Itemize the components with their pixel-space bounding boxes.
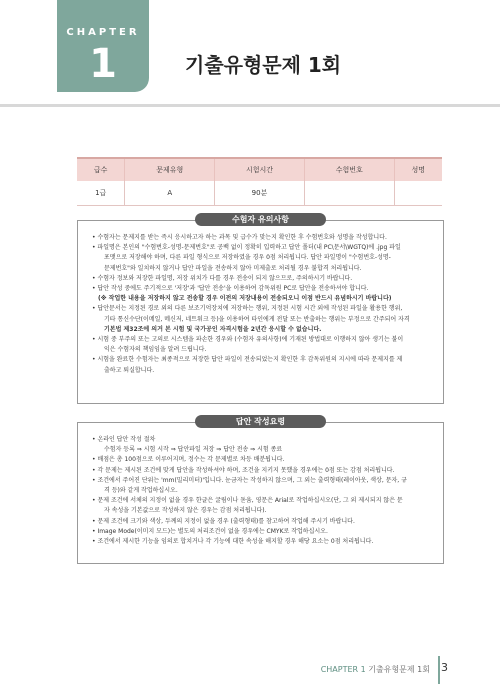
table-header-row bbox=[77, 158, 442, 181]
list-item: 수험자 등록 ⇒ 시험 시작 ⇒ 답안파일 저장 ⇒ 답안 전송 ⇒ 시험 종료 bbox=[104, 446, 283, 454]
list-item: 기타 통신수단(이메일, 메신저, 네트워크 등)을 이용하여 타인에게 전달 또는 반출하는 행위는 부정으로 간주되어 자격 bbox=[104, 315, 410, 323]
list-item: (※ 작업한 내용을 저장하지 않고 전송할 경우 이전의 저장내용이 전송되오니 이점 반드시 유념하시기 바랍니다) bbox=[98, 295, 392, 303]
list-item: 익은 수험자의 책임임을 알려 드립니다. bbox=[104, 346, 207, 354]
notice-box bbox=[77, 215, 444, 404]
table-row bbox=[77, 181, 442, 206]
list-item: • Image Mode(이미지 모드)는 별도의 처리조건이 없을 경우에는 CMYK로 작업하십시오. bbox=[92, 527, 328, 535]
list-item: • 수험자는 문제지를 받는 즉시 응시하고자 하는 과목 및 급수가 맞는지 확인한 후 수험번호와 성명을 작성합니다. bbox=[92, 234, 387, 241]
cell-time: 90분 bbox=[215, 181, 305, 206]
list-item: 출하고 퇴실합니다. bbox=[104, 366, 155, 374]
list-item: 격 등)와 같게 작업하십시오. bbox=[104, 487, 178, 495]
list-item: • 조건에서 주어진 단위는 'mm(밀리미터)'입니다. 눈금자는 작성하지 않으며, 그 외는 출력형태(레이아웃, 색상, 문자, 규 bbox=[92, 476, 407, 484]
cell-grade: 1급 bbox=[77, 181, 125, 206]
notice-list bbox=[78, 221, 443, 376]
chapter-number: 1 bbox=[89, 41, 117, 87]
list-item: 문제번호"와 일치하지 않거나 답안 파일을 전송하지 않아 미제출로 처리될 경우 불합격 처리됩니다. bbox=[104, 264, 362, 272]
cell-name bbox=[394, 181, 442, 206]
list-item: • 수험자 정보와 저장한 파일명, 저장 위치가 다를 경우 전송이 되지 않으므로, 주의하시기 바랍니다. bbox=[92, 274, 353, 282]
page-title: 기출유형문제 1회 bbox=[185, 53, 342, 77]
cell-exam-number bbox=[304, 181, 394, 206]
notice-title: 수험자 유의사항 bbox=[195, 213, 326, 226]
chapter-tab bbox=[57, 0, 149, 92]
answer-guide-box bbox=[77, 417, 444, 564]
page-number: 3 bbox=[441, 661, 448, 674]
cell-type: A bbox=[125, 181, 215, 206]
footer-divider bbox=[438, 656, 440, 684]
header-exam-number: 수험번호 bbox=[304, 158, 394, 181]
footer-chapter: CHAPTER 1 bbox=[320, 665, 366, 674]
list-item: • 온라인 답안 작성 절차 bbox=[92, 436, 156, 443]
list-item: • 조건에서 제시한 기능을 임의로 합치거나 각 기능에 대한 속성을 해지할 경우 해당 요소는 0점 처리됩니다. bbox=[92, 538, 374, 546]
list-item: 기본법 제32조에 의거 본 시험 및 국가공인 자격시험을 2년간 응시할 수 없습니다. bbox=[104, 325, 322, 333]
list-item: 자 속성을 기본값으로 작성하지 않은 경우는 감점 처리됩니다). bbox=[104, 507, 267, 515]
list-item: • 답안 작성 중에도 주기적으로 '저장'과 '답안 전송'을 이용하여 감독위원 PC로 답안을 전송하셔야 합니다. bbox=[92, 285, 369, 293]
header-divider bbox=[0, 104, 500, 107]
header-type: 문제유형 bbox=[125, 158, 215, 181]
list-item: • 각 문제는 제시된 조건에 맞게 답안을 작성하셔야 하며, 조건을 지키지 못했을 경우에는 0점 또는 감점 처리됩니다. bbox=[92, 466, 395, 474]
footer-title: 기출유형문제 1회 bbox=[368, 665, 430, 674]
list-item: 포맷으로 저장해야 하며, 다른 파일 형식으로 저장하였을 경우 0점 처리됩니다. 답안 파일명이 "수험번호-성명- bbox=[104, 254, 391, 262]
answer-guide-list bbox=[78, 423, 443, 547]
header-grade: 급수 bbox=[77, 158, 125, 181]
list-item: • 문제 조건에 서체의 지정이 없을 경우 한글은 굴림이나 돋움, 영문은 Arial로 작업하십시오(단, 그 외 제시되지 않은 문 bbox=[92, 497, 403, 505]
exam-info-table bbox=[77, 157, 442, 206]
list-item: • 시험 중 부주의 또는 고의로 시스템을 파손한 경우와 (수험자 유의사항)에 기재된 방법대로 이행하지 않아 생기는 불이 bbox=[92, 336, 404, 344]
list-item: • 배점은 총 100점으로 이루어지며, 정수는 각 문제별로 차등 배분됩니다. bbox=[92, 456, 285, 464]
list-item: • 답안문서는 지정된 경로 외의 다른 보조기억장치에 저장하는 행위, 지정된 시험 시간 외에 작성된 파일을 활용한 행위, bbox=[92, 305, 403, 313]
page-footer bbox=[320, 661, 448, 675]
list-item: • 시험을 완료한 수험자는 최종적으로 저장한 답안 파일이 전송되었는지 확인한 후 감독위원의 지시에 따라 문제지를 제 bbox=[92, 356, 403, 364]
chapter-word: CHAPTER bbox=[66, 27, 140, 38]
header-time: 시험시간 bbox=[215, 158, 305, 181]
header-name: 성명 bbox=[394, 158, 442, 181]
list-item: • 문제 조건에 크기와 색상, 두께의 지정이 없을 경우 (출력형태)를 참고하여 작업해 주시기 바랍니다. bbox=[92, 517, 355, 525]
list-item: • 파일명은 본인의 "수험번호-성명-문제번호"로 공백 없이 정확히 입력하고 답안 폴더(내 PC\문서\WGTQ)에 .jpg 파일 bbox=[92, 244, 401, 252]
answer-guide-title: 답안 작성요령 bbox=[195, 415, 326, 428]
